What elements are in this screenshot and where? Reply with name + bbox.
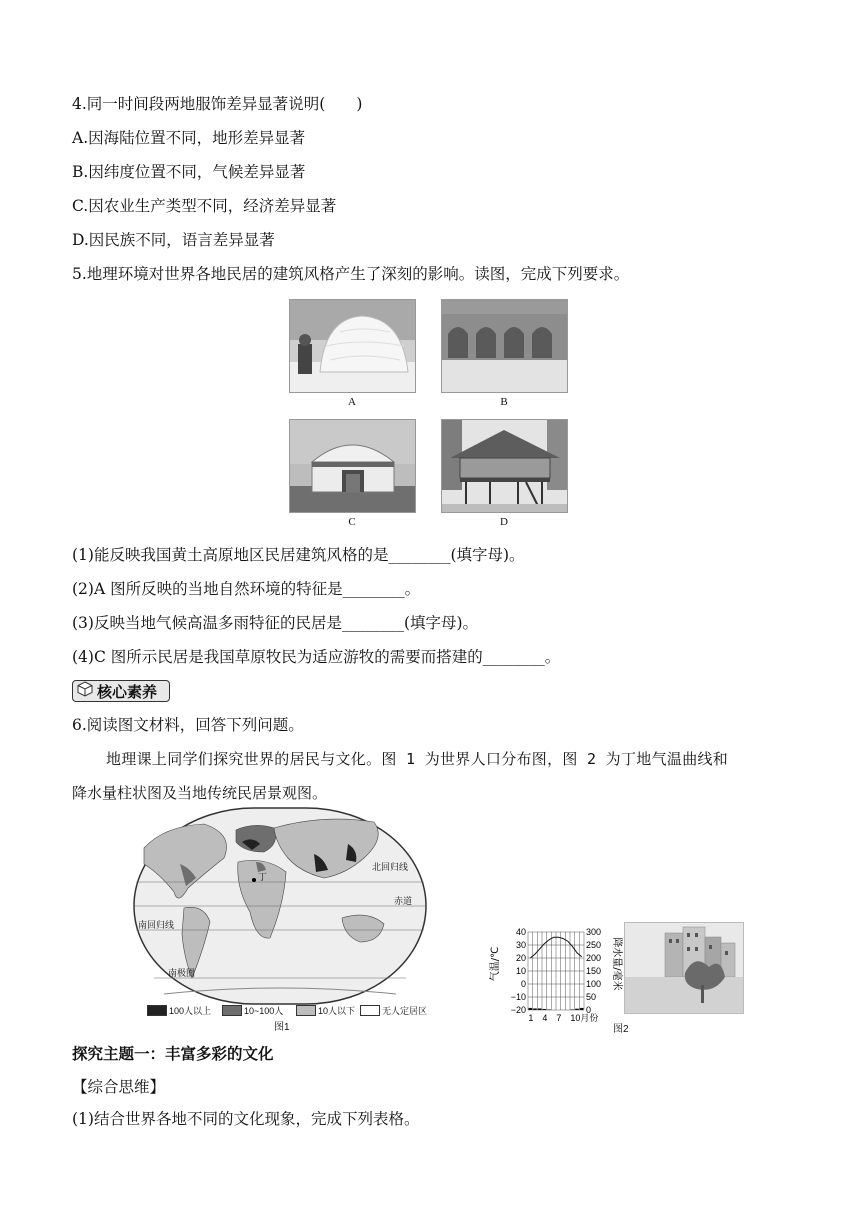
q6-sub-1: (1)结合世界各地不同的文化现象，完成下列表格。 xyxy=(72,1110,420,1128)
legend-swatch xyxy=(222,1005,242,1016)
map-label-tropic-south: 南回归线 xyxy=(138,920,175,930)
temp-tick-label: 0 xyxy=(520,979,526,989)
legend-label: 10~100人 xyxy=(244,1006,284,1016)
q5-sub-2: (2)A 图所反映的当地自然环境的特征是________。 xyxy=(72,580,421,598)
map-legend-item xyxy=(360,1004,427,1017)
figure-1-caption: 图1 xyxy=(274,1022,290,1033)
figure-2-caption: 图2 xyxy=(613,1024,629,1035)
precip-bar xyxy=(529,1008,533,1010)
legend-label: 100人以上 xyxy=(169,1006,212,1016)
precip-bar xyxy=(533,1008,537,1010)
month-tick-label: 4 xyxy=(542,1013,548,1023)
q5-sub-3: (3)反映当地气候高温多雨特征的民居是________(填字母)。 xyxy=(72,614,479,632)
temp-axis-label: 气温/℃ xyxy=(490,946,501,982)
temp-tick-label: −20 xyxy=(510,1005,526,1015)
temp-tick-label: −10 xyxy=(510,992,526,1002)
photo-label-a: A xyxy=(348,396,356,408)
photo-label-d: D xyxy=(500,516,508,528)
badge-label: 核心素养 xyxy=(97,682,158,701)
cave-dwelling-photo xyxy=(441,299,568,393)
precip-tick-label: 100 xyxy=(586,979,602,989)
legend-swatch xyxy=(360,1005,380,1016)
precip-bar xyxy=(580,1008,584,1010)
cube-icon xyxy=(77,681,93,701)
q6-paragraph-line-1: 地理课上同学们探究世界的居民与文化。图 1 为世界人口分布图，图 2 为丁地气温曲线和 xyxy=(106,750,729,768)
q4-option-b: B.因纬度位置不同，气候差异显著 xyxy=(72,163,306,181)
legend-label: 10人以下 xyxy=(318,1006,356,1016)
precip-axis-label: 降水量/毫米 xyxy=(611,937,622,991)
climate-chart xyxy=(492,924,622,1024)
precip-tick-label: 300 xyxy=(586,927,602,937)
month-tick-label: 1 xyxy=(528,1013,534,1023)
precip-tick-label: 150 xyxy=(586,966,602,976)
section-badge xyxy=(72,680,170,702)
precip-bar xyxy=(538,1008,542,1010)
month-tick-label: 7 xyxy=(556,1013,562,1023)
map-legend-item xyxy=(296,1004,355,1017)
precip-tick-label: 0 xyxy=(586,1005,592,1015)
q4-stem: 4.同一时间段两地服饰差异显著说明( ) xyxy=(72,95,363,113)
q5-sub-4: (4)C 图所示民居是我国草原牧民为适应游牧的需要而搭建的________。 xyxy=(72,648,561,666)
photo-label-c: C xyxy=(348,516,356,528)
map-legend-item xyxy=(147,1004,211,1017)
topic-1-heading: 探究主题一：丰富多彩的文化 xyxy=(72,1046,274,1063)
q6-paragraph-line-2: 降水量柱状图及当地传统民居景观图。 xyxy=(72,784,328,802)
map-label-tropic-north: 北回归线 xyxy=(372,862,409,872)
world-population-map xyxy=(124,808,436,1004)
climate-chart-svg xyxy=(492,924,622,1024)
map-label-equator: 赤道 xyxy=(394,896,413,906)
stilt-house-photo xyxy=(441,419,568,513)
legend-swatch xyxy=(296,1005,316,1016)
precip-tick-label: 50 xyxy=(586,992,597,1002)
precip-tick-label: 250 xyxy=(586,940,602,950)
thinking-heading: 【综合思维】 xyxy=(72,1078,166,1096)
map-label-antarctic: 南极圈 xyxy=(168,968,196,978)
temp-tick-label: 20 xyxy=(515,953,526,963)
temp-tick-label: 30 xyxy=(515,940,526,950)
temp-tick-label: 10 xyxy=(515,966,526,976)
q5-stem: 5.地理环境对世界各地民居的建筑风格产生了深刻的影响。读图，完成下列要求。 xyxy=(72,265,630,283)
legend-swatch xyxy=(147,1005,167,1016)
temp-tick-label: 40 xyxy=(515,927,526,937)
photo-label-b: B xyxy=(500,396,508,408)
yurt-photo xyxy=(289,419,416,513)
map-legend-item xyxy=(222,1004,283,1017)
legend-label: 无人定居区 xyxy=(382,1006,428,1016)
map-label-point: 丁 xyxy=(258,872,268,882)
precip-bar xyxy=(543,1009,547,1010)
precip-bar xyxy=(547,1009,551,1010)
q4-option-a: A.因海陆位置不同，地形差异显著 xyxy=(72,129,306,147)
precip-bar xyxy=(571,1009,575,1010)
precip-bar xyxy=(575,1009,579,1010)
traditional-dwelling-photo xyxy=(624,922,744,1014)
month-tick-label: 10月份 xyxy=(570,1013,599,1023)
igloo-photo xyxy=(289,299,416,393)
q6-stem: 6.阅读图文材料，回答下列问题。 xyxy=(72,716,304,734)
q5-sub-1: (1)能反映我国黄土高原地区民居建筑风格的是________(填字母)。 xyxy=(72,546,525,564)
q4-option-d: D.因民族不同，语言差异显著 xyxy=(72,231,275,249)
precip-tick-label: 200 xyxy=(586,953,602,963)
q4-option-c: C.因农业生产类型不同，经济差异显著 xyxy=(72,197,337,215)
